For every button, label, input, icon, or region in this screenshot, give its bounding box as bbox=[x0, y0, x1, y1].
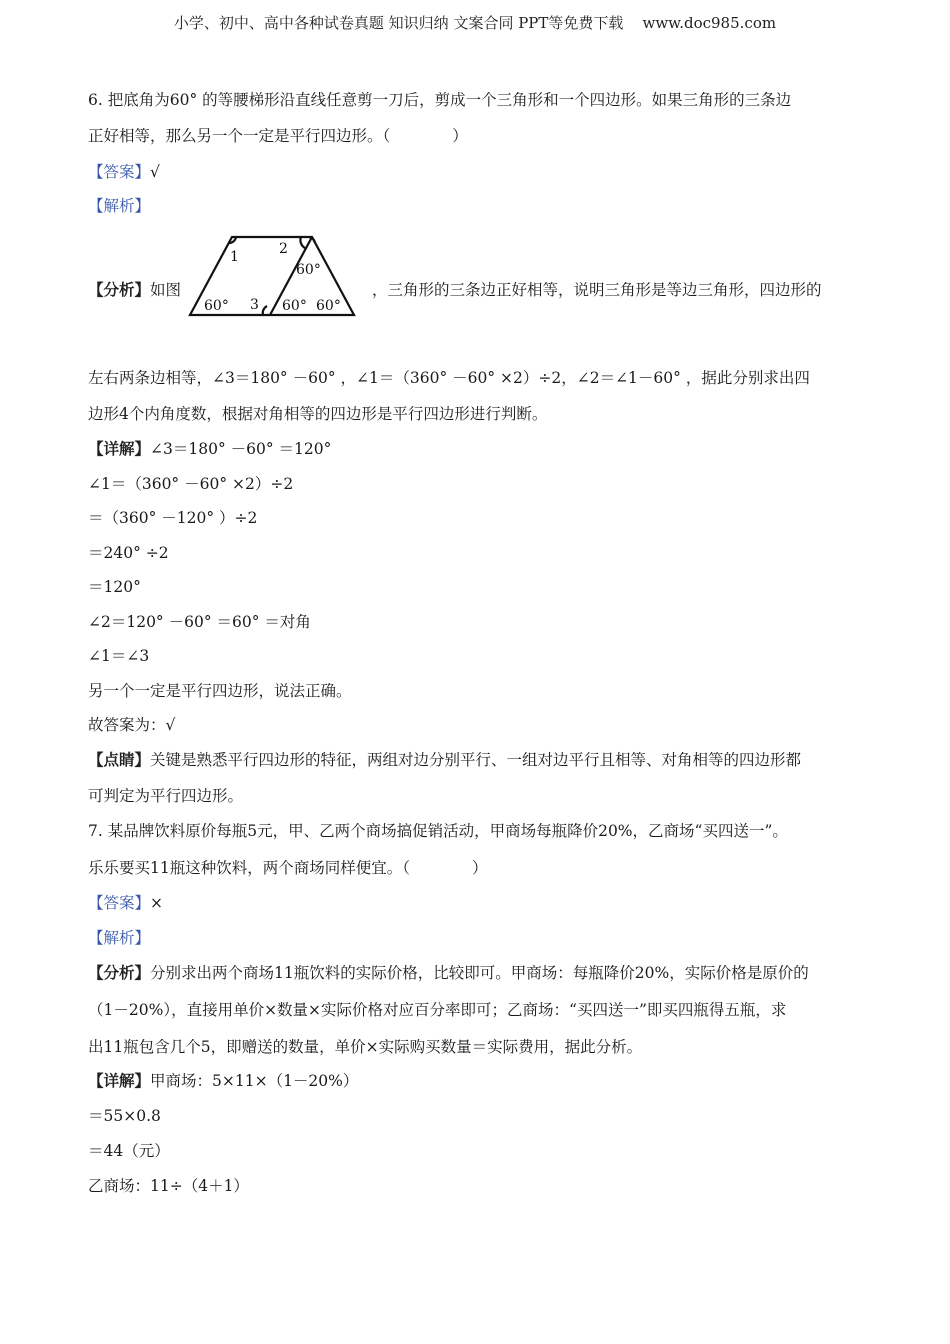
q6-step: ∠2＝120° －60° ＝60° ＝对角 bbox=[88, 613, 311, 631]
fenxi-tag: 【分析】 bbox=[88, 280, 151, 299]
q7-step: 乙商场：11÷（4＋1） bbox=[88, 1177, 249, 1195]
q6-stem-line2: 正好相等，那么另一个一定是平行四边形。（ ） bbox=[88, 127, 468, 145]
label-angle-1: 1 bbox=[230, 249, 239, 265]
q6-step: ＝240° ÷2 bbox=[88, 544, 169, 562]
q6-analysis-tag: 【解析】 bbox=[88, 197, 151, 215]
label-60-right: 60° bbox=[316, 298, 341, 314]
q6-stem-line1: 6. 把底角为60° 的等腰梯形沿直线任意剪一刀后，剪成一个三角形和一个四边形。如果三角形的三条边 bbox=[88, 91, 792, 109]
xiangjie-tag: 【详解】 bbox=[88, 439, 151, 458]
fenxi-text: 分别求出两个商场11瓶饮料的实际价格，比较即可。甲商场：每瓶降价20%，实际价格是原价的 bbox=[150, 964, 809, 982]
q7-step: 甲商场：5×11×（1－20%） bbox=[150, 1072, 359, 1090]
q6-fenxi-line2: 左右两条边相等，∠3＝180° －60° ，∠1＝（360° －60° ×2）÷2，∠2＝∠1－60° ，据此分别求出四 bbox=[88, 369, 810, 387]
q6-step: ∠1＝（360° －60° ×2）÷2 bbox=[88, 475, 294, 493]
q7-answer bbox=[88, 892, 163, 914]
q7-stem-line2: 乐乐要买11瓶这种饮料，两个商场同样便宜。（ ） bbox=[88, 859, 488, 877]
fenxi-tag: 【分析】 bbox=[88, 963, 151, 982]
fenxi-pre: 如图 bbox=[150, 281, 182, 299]
label-angle-3: 3 bbox=[250, 297, 259, 313]
q6-answer bbox=[88, 161, 160, 183]
page-header: 小学、初中、高中各种试卷真题 知识归纳 文案合同 PPT等免费下载 www.doc985.com bbox=[173, 14, 777, 32]
q6-answer-value: √ bbox=[150, 163, 160, 181]
q6-fenxi-line3: 边形4个内角度数，根据对角相等的四边形是平行四边形进行判断。 bbox=[88, 405, 548, 423]
q6-step: ∠3＝180° －60° ＝120° bbox=[150, 440, 332, 458]
q6-step: 故答案为：√ bbox=[88, 716, 176, 734]
label-60-top: 60° bbox=[296, 262, 321, 278]
label-60-mid: 60° bbox=[282, 298, 307, 314]
dianjing-tag: 【点睛】 bbox=[88, 750, 151, 769]
dianjing-text: 关键是熟悉平行四边形的特征，两组对边分别平行、一组对边平行且相等、对角相等的四边形都 bbox=[150, 751, 802, 769]
q6-step: ＝120° bbox=[88, 578, 141, 596]
q7-answer-value: × bbox=[150, 894, 164, 912]
q7-xiangjie-line1 bbox=[88, 1070, 358, 1092]
answer-tag: 【答案】 bbox=[88, 894, 151, 912]
q6-step: ∠1＝∠3 bbox=[88, 647, 150, 665]
q6-step: 另一个一定是平行四边形，说法正确。 bbox=[88, 682, 352, 700]
label-angle-2: 2 bbox=[279, 241, 288, 257]
q6-dianjing-line2: 可判定为平行四边形。 bbox=[88, 787, 244, 805]
q7-fenxi-line2: （1－20%），直接用单价×数量×实际价格对应百分率即可；乙商场：“买四送一”即买四瓶得五瓶，求 bbox=[88, 1001, 787, 1019]
q6-step: ＝（360° －120° ）÷2 bbox=[88, 509, 258, 527]
q6-dianjing-line1 bbox=[88, 749, 801, 771]
q6-xiangjie-line1 bbox=[88, 438, 331, 460]
label-60-left: 60° bbox=[204, 298, 229, 314]
q7-fenxi-line1 bbox=[88, 962, 809, 984]
answer-tag: 【答案】 bbox=[88, 163, 151, 181]
q7-analysis-tag: 【解析】 bbox=[88, 929, 151, 947]
trapezoid-figure bbox=[188, 234, 358, 318]
q7-stem-line1: 7. 某品牌饮料原价每瓶5元，甲、乙两个商场搞促销活动，甲商场每瓶降价20%，乙商场“买四送一”。 bbox=[88, 822, 788, 840]
xiangjie-tag: 【详解】 bbox=[88, 1071, 151, 1090]
q7-step: ＝44（元） bbox=[88, 1142, 170, 1160]
q6-fenxi-line1 bbox=[88, 279, 181, 301]
q6-fenxi-line1-post: ，三角形的三条边正好相等，说明三角形是等边三角形，四边形的 bbox=[372, 281, 822, 299]
q7-fenxi-line3: 出11瓶包含几个5，即赠送的数量，单价×实际购买数量＝实际费用，据此分析。 bbox=[88, 1038, 643, 1056]
q7-step: ＝55×0.8 bbox=[88, 1107, 161, 1125]
